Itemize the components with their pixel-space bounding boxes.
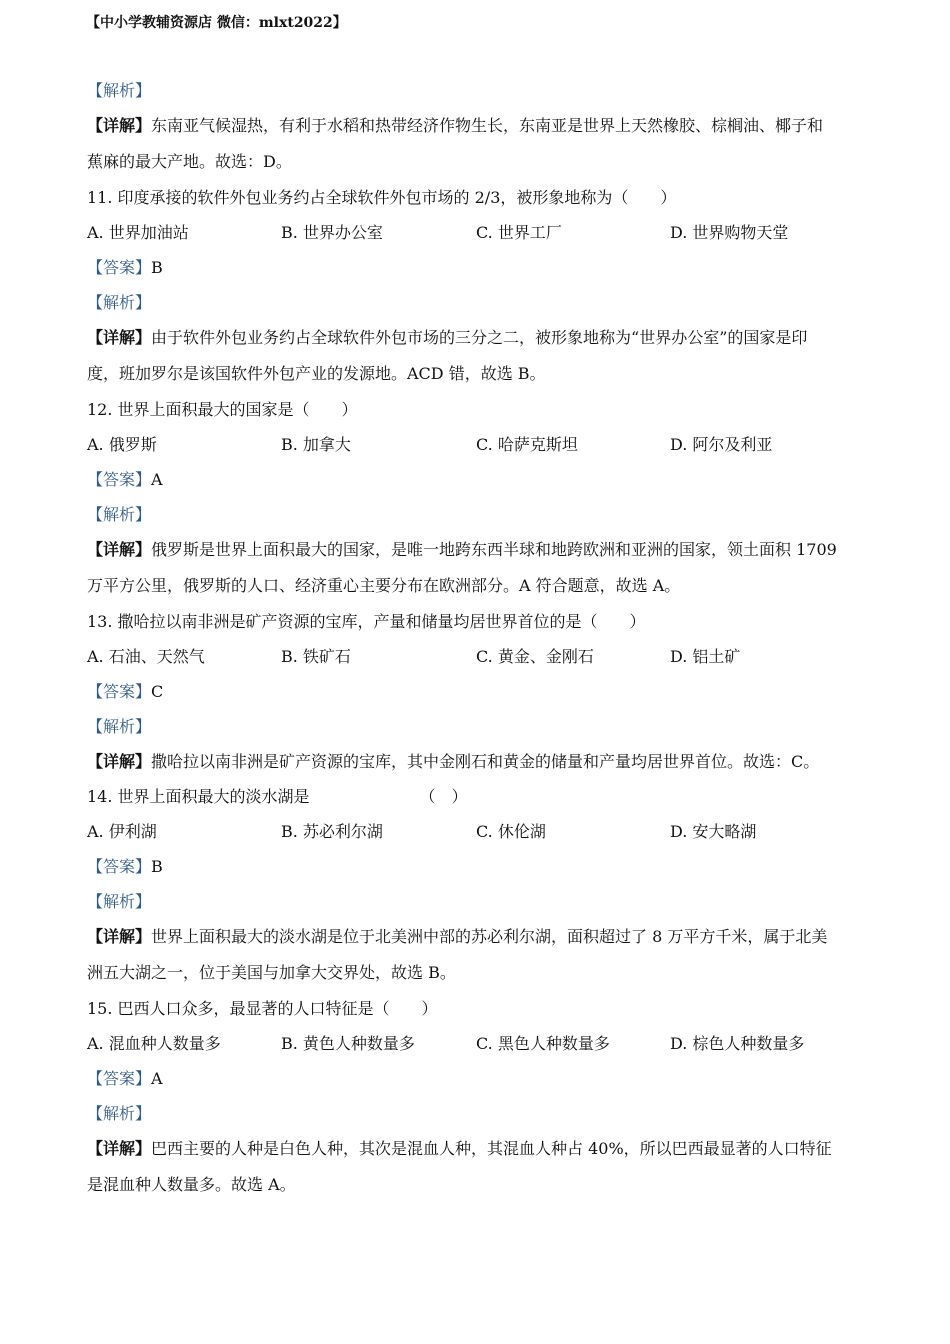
detail-line: 万平方公里，俄罗斯的人口、经济重心主要分布在欧洲部分。A 符合题意，故选 A。 [87,576,681,595]
detail-line: 度，班加罗尔是该国软件外包产业的发源地。ACD 错，故选 B。 [87,364,546,383]
option-c: C. 休伦湖 [476,822,546,841]
option-d: D. 世界购物天堂 [670,223,789,242]
question-stem: 11. 印度承接的软件外包业务约占全球软件外包市场的 2/3，被形象地称为（ ） [87,188,677,207]
option-a: A. 世界加油站 [87,223,189,242]
question-stem: 15. 巴西人口众多，最显著的人口特征是（ ） [87,999,438,1018]
question-stem: 14. 世界上面积最大的淡水湖是 （ ） [87,787,468,806]
detail-line: 蕉麻的最大产地。故选：D。 [87,152,292,171]
detail-line: 是混血种人数量多。故选 A。 [87,1175,296,1194]
detail-line: 【详解】世界上面积最大的淡水湖是位于北美洲中部的苏必利尔湖，面积超过了 8 万平方千米，属于北美 [87,927,828,946]
analysis-label: 【解析】 [87,892,152,911]
option-b: B. 加拿大 [281,435,351,454]
detail-line: 洲五大湖之一，位于美国与加拿大交界处，故选 B。 [87,963,456,982]
analysis-label: 【解析】 [87,81,152,100]
answer-line: 【答案】B [87,258,163,277]
question-stem: 12. 世界上面积最大的国家是（ ） [87,400,358,419]
analysis-label: 【解析】 [87,717,152,736]
detail-line: 【详解】东南亚气候湿热，有利于水稻和热带经济作物生长，东南亚是世界上天然橡胶、棕榈油、椰子和 [87,116,824,135]
option-c: C. 黄金、金刚石 [476,647,594,666]
option-c: C. 世界工厂 [476,223,562,242]
option-d: D. 安大略湖 [670,822,757,841]
option-a: A. 石油、天然气 [87,647,205,666]
option-d: D. 阿尔及利亚 [670,435,773,454]
option-c: C. 黑色人种数量多 [476,1034,610,1053]
answer-line: 【答案】C [87,682,164,701]
detail-line: 【详解】由于软件外包业务约占全球软件外包市场的三分之二，被形象地称为“世界办公室”的国家是印 [87,328,808,347]
option-a: A. 伊利湖 [87,822,157,841]
analysis-label: 【解析】 [87,505,152,524]
option-a: A. 混血种人数量多 [87,1034,221,1053]
option-b: B. 苏必利尔湖 [281,822,383,841]
analysis-label: 【解析】 [87,1104,152,1123]
detail-line: 【详解】巴西主要的人种是白色人种，其次是混血人种，其混血人种占 40%，所以巴西最显著的人口特征 [87,1139,832,1158]
question-stem: 13. 撒哈拉以南非洲是矿产资源的宝库，产量和储量均居世界首位的是（ ） [87,612,646,631]
answer-line: 【答案】A [87,1069,163,1088]
answer-line: 【答案】A [87,470,163,489]
option-b: B. 铁矿石 [281,647,351,666]
detail-line: 【详解】俄罗斯是世界上面积最大的国家，是唯一地跨东西半球和地跨欧洲和亚洲的国家，领土面积 1709 [87,540,837,559]
option-c: C. 哈萨克斯坦 [476,435,578,454]
page-header: 【中小学教辅资源店 微信：mlxt2022】 [86,15,347,31]
analysis-label: 【解析】 [87,293,152,312]
option-d: D. 铝土矿 [670,647,741,666]
option-d: D. 棕色人种数量多 [670,1034,805,1053]
answer-parentheses: （ ） [419,787,468,806]
detail-line: 【详解】撒哈拉以南非洲是矿产资源的宝库，其中金刚石和黄金的储量和产量均居世界首位。故选：C。 [87,752,820,771]
answer-line: 【答案】B [87,857,163,876]
option-b: B. 黄色人种数量多 [281,1034,415,1053]
option-a: A. 俄罗斯 [87,435,157,454]
option-b: B. 世界办公室 [281,223,383,242]
